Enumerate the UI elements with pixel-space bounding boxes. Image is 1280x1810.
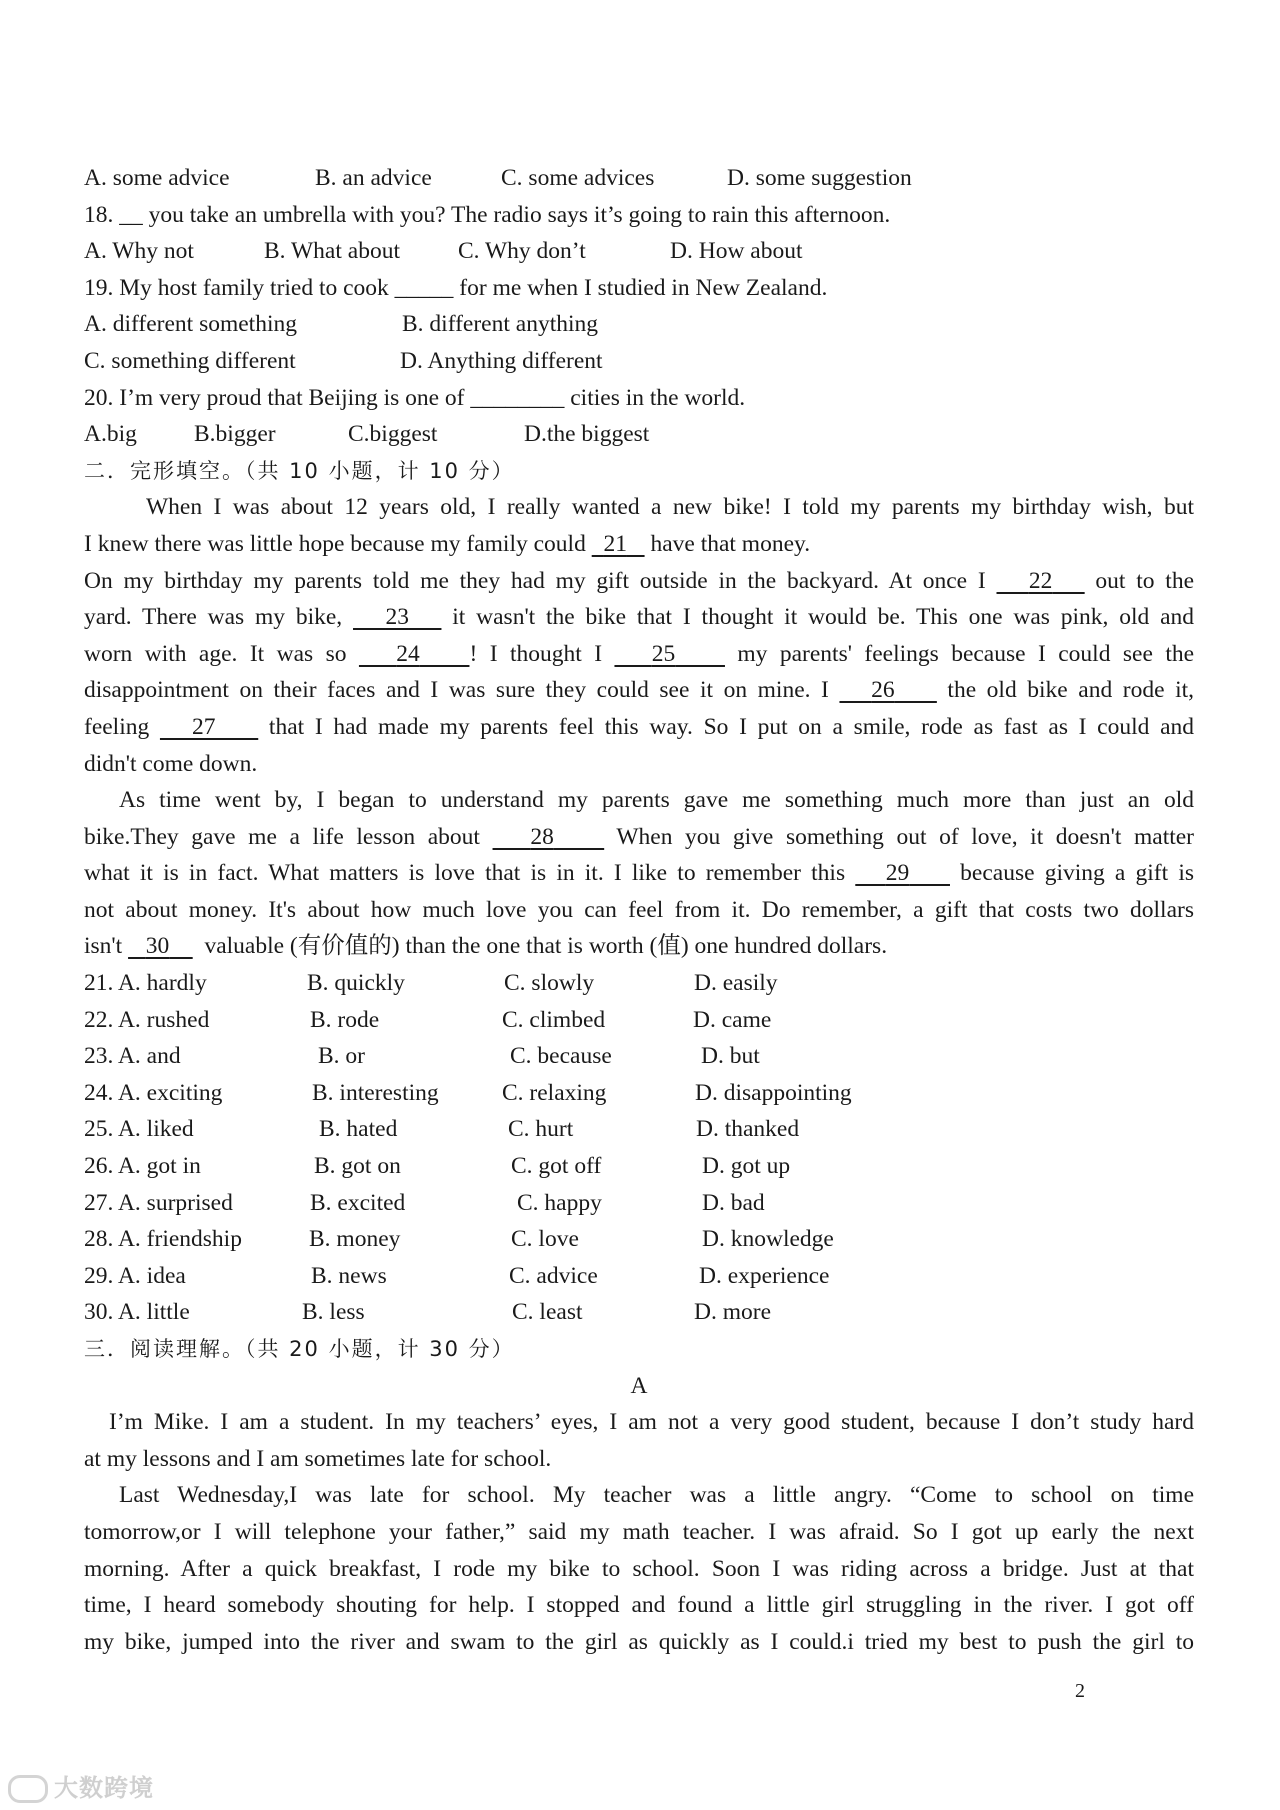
- blank-27: 27: [192, 713, 216, 740]
- blank-25: 25: [651, 640, 676, 667]
- cloze-option-row: 23. A. and B. or C. because D. but: [84, 1043, 760, 1070]
- passage-line: at my lessons and I am sometimes late for school.: [84, 1445, 552, 1472]
- q20-option-c: C.biggest: [348, 421, 438, 448]
- section2-heading: 二．完形填空。（共 10 小题，计 10 分）: [84, 458, 515, 483]
- blank-30: 30: [145, 933, 170, 960]
- q18-option-d: D. How about: [670, 238, 803, 265]
- q18-option-c: C. Why don’t: [458, 238, 586, 265]
- blank-26: 26: [871, 677, 895, 704]
- q19-option-d: D. Anything different: [400, 347, 603, 374]
- q19-options-ab: [84, 306, 1194, 343]
- cloze-option-row: 26. A. got in B. got on C. got off D. got up: [84, 1153, 791, 1180]
- blank-29: 29: [885, 860, 910, 887]
- watermark-logo-icon: [8, 1775, 48, 1803]
- cloze-line: worn with age. It was so 24 ! I thought I 25 my parents' feelings because I could see the: [84, 640, 1195, 667]
- q19-option-a: A. different something: [84, 311, 297, 338]
- q20-stem: 20. I’m very proud that Beijing is one of ________ cities in the world.: [84, 384, 746, 411]
- blank-23: 23: [385, 604, 409, 631]
- cloze-line: yard. There was my bike, 23 it wasn't the bike that I thought it would be. This one was pink, old and: [84, 604, 1195, 631]
- q18-stem: 18. __ you take an umbrella with you? The radio says it’s going to rain this afternoon.: [84, 201, 891, 228]
- q18-options: [84, 233, 1194, 270]
- passage-line: Last Wednesday,I was late for school. My teacher was a little angry. “Come to school on time: [119, 1482, 1194, 1509]
- q20-options: [84, 416, 1194, 453]
- q17-option-c: C. some advices: [501, 165, 655, 191]
- exam-page: [84, 160, 1194, 1660]
- watermark: [8, 1768, 154, 1803]
- cloze-line: what it is in fact. What matters is love that is in it. I like to remember this 29 because giving a gift is: [84, 860, 1194, 887]
- cloze-line: I knew there was little hope because my family could 21 have that money.: [84, 530, 811, 557]
- passage-line: my bike, jumped into the river and swam to the girl as quickly as I could.i tried my best to push the girl to: [84, 1628, 1194, 1655]
- cloze-option-row: 29. A. idea B. news C. advice D. experience: [84, 1262, 830, 1289]
- cloze-option-row: 25. A. liked B. hated C. hurt D. thanked: [84, 1116, 800, 1143]
- q19-option-b: B. different anything: [402, 311, 599, 338]
- q18-option-a: A. Why not: [84, 238, 194, 265]
- watermark-text: 大数跨境: [54, 1774, 154, 1802]
- q18-option-b: B. What about: [264, 238, 400, 265]
- q20-option-b: B.bigger: [194, 421, 276, 448]
- cloze-option-row: 24. A. exciting B. interesting C. relaxing D. disappointing: [84, 1079, 852, 1106]
- cloze-line: didn't come down.: [84, 750, 258, 777]
- cloze-option-row: 21. A. hardly B. quickly C. slowly D. easily: [84, 970, 778, 997]
- q19-stem: 19. My host family tried to cook _____ for me when I studied in New Zealand.: [84, 274, 828, 301]
- q19-option-c: C. something different: [84, 347, 296, 374]
- q20-option-a: A.big: [84, 421, 137, 448]
- blank-24: 24: [396, 640, 420, 667]
- cloze-option-row: 22. A. rushed B. rode C. climbed D. came: [84, 1006, 772, 1033]
- cloze-line: bike.They gave me a life lesson about 28 When you give something out of love, it doesn't matter: [84, 823, 1195, 850]
- cloze-line: disappointment on their faces and I was sure they could see it on mine. I 26 the old bike and rode it,: [84, 677, 1195, 704]
- q17-options: [84, 160, 1194, 197]
- blank-21: 21: [603, 530, 627, 557]
- q19-options-cd: [84, 343, 1194, 380]
- cloze-line: When I was about 12 years old, I really wanted a new bike! I told my parents my birthday wish, but: [146, 494, 1194, 521]
- cloze-option-row: 28. A. friendship B. money C. love D. knowledge: [84, 1226, 834, 1253]
- blank-28: 28: [530, 823, 554, 850]
- cloze-line: isn't 30 valuable (有价值的) than the one that is worth (值) one hundred dollars.: [84, 933, 888, 960]
- passage-line: time, I heard somebody shouting for help. I stopped and found a little girl struggling in the river. I got off: [84, 1592, 1194, 1619]
- blank-22: 22: [1028, 567, 1053, 594]
- cloze-line: On my birthday my parents told me they had my gift outside in the backyard. At once I 22 out to the: [84, 567, 1195, 594]
- section3-heading: 三．阅读理解。（共 20 小题，计 30 分）: [84, 1337, 515, 1361]
- cloze-line: not about money. It's about how much love you can feel from it. Do remember, a gift that costs two dollars: [84, 896, 1194, 923]
- cloze-option-row: 30. A. little B. less C. least D. more: [84, 1299, 772, 1326]
- page-number: 2: [1075, 1680, 1085, 1702]
- passage-a-title: A: [630, 1372, 648, 1399]
- passage-line: morning. After a quick breakfast, I rode my bike to school. Soon I was riding across a bridge. Just at that: [84, 1555, 1194, 1582]
- q17-option-d: D. some suggestion: [727, 165, 912, 191]
- passage-line: I’m Mike. I am a student. In my teachers’ eyes, I am not a very good student, because I don’t study hard: [109, 1409, 1194, 1436]
- cloze-option-row: 27. A. surprised B. excited C. happy D. bad: [84, 1189, 765, 1216]
- q17-option-a: A. some advice: [84, 165, 230, 191]
- q20-option-d: D.the biggest: [524, 421, 650, 448]
- cloze-line: As time went by, I began to understand my parents gave me something much more than just an old: [119, 787, 1194, 814]
- q17-option-b: B. an advice: [315, 165, 432, 191]
- passage-line: tomorrow,or I will telephone your father,” said my math teacher. I was afraid. So I got up early the next: [84, 1518, 1194, 1545]
- cloze-line: feeling 27 that I had made my parents feel this way. So I put on a smile, rode as fast as I could and: [84, 713, 1195, 740]
